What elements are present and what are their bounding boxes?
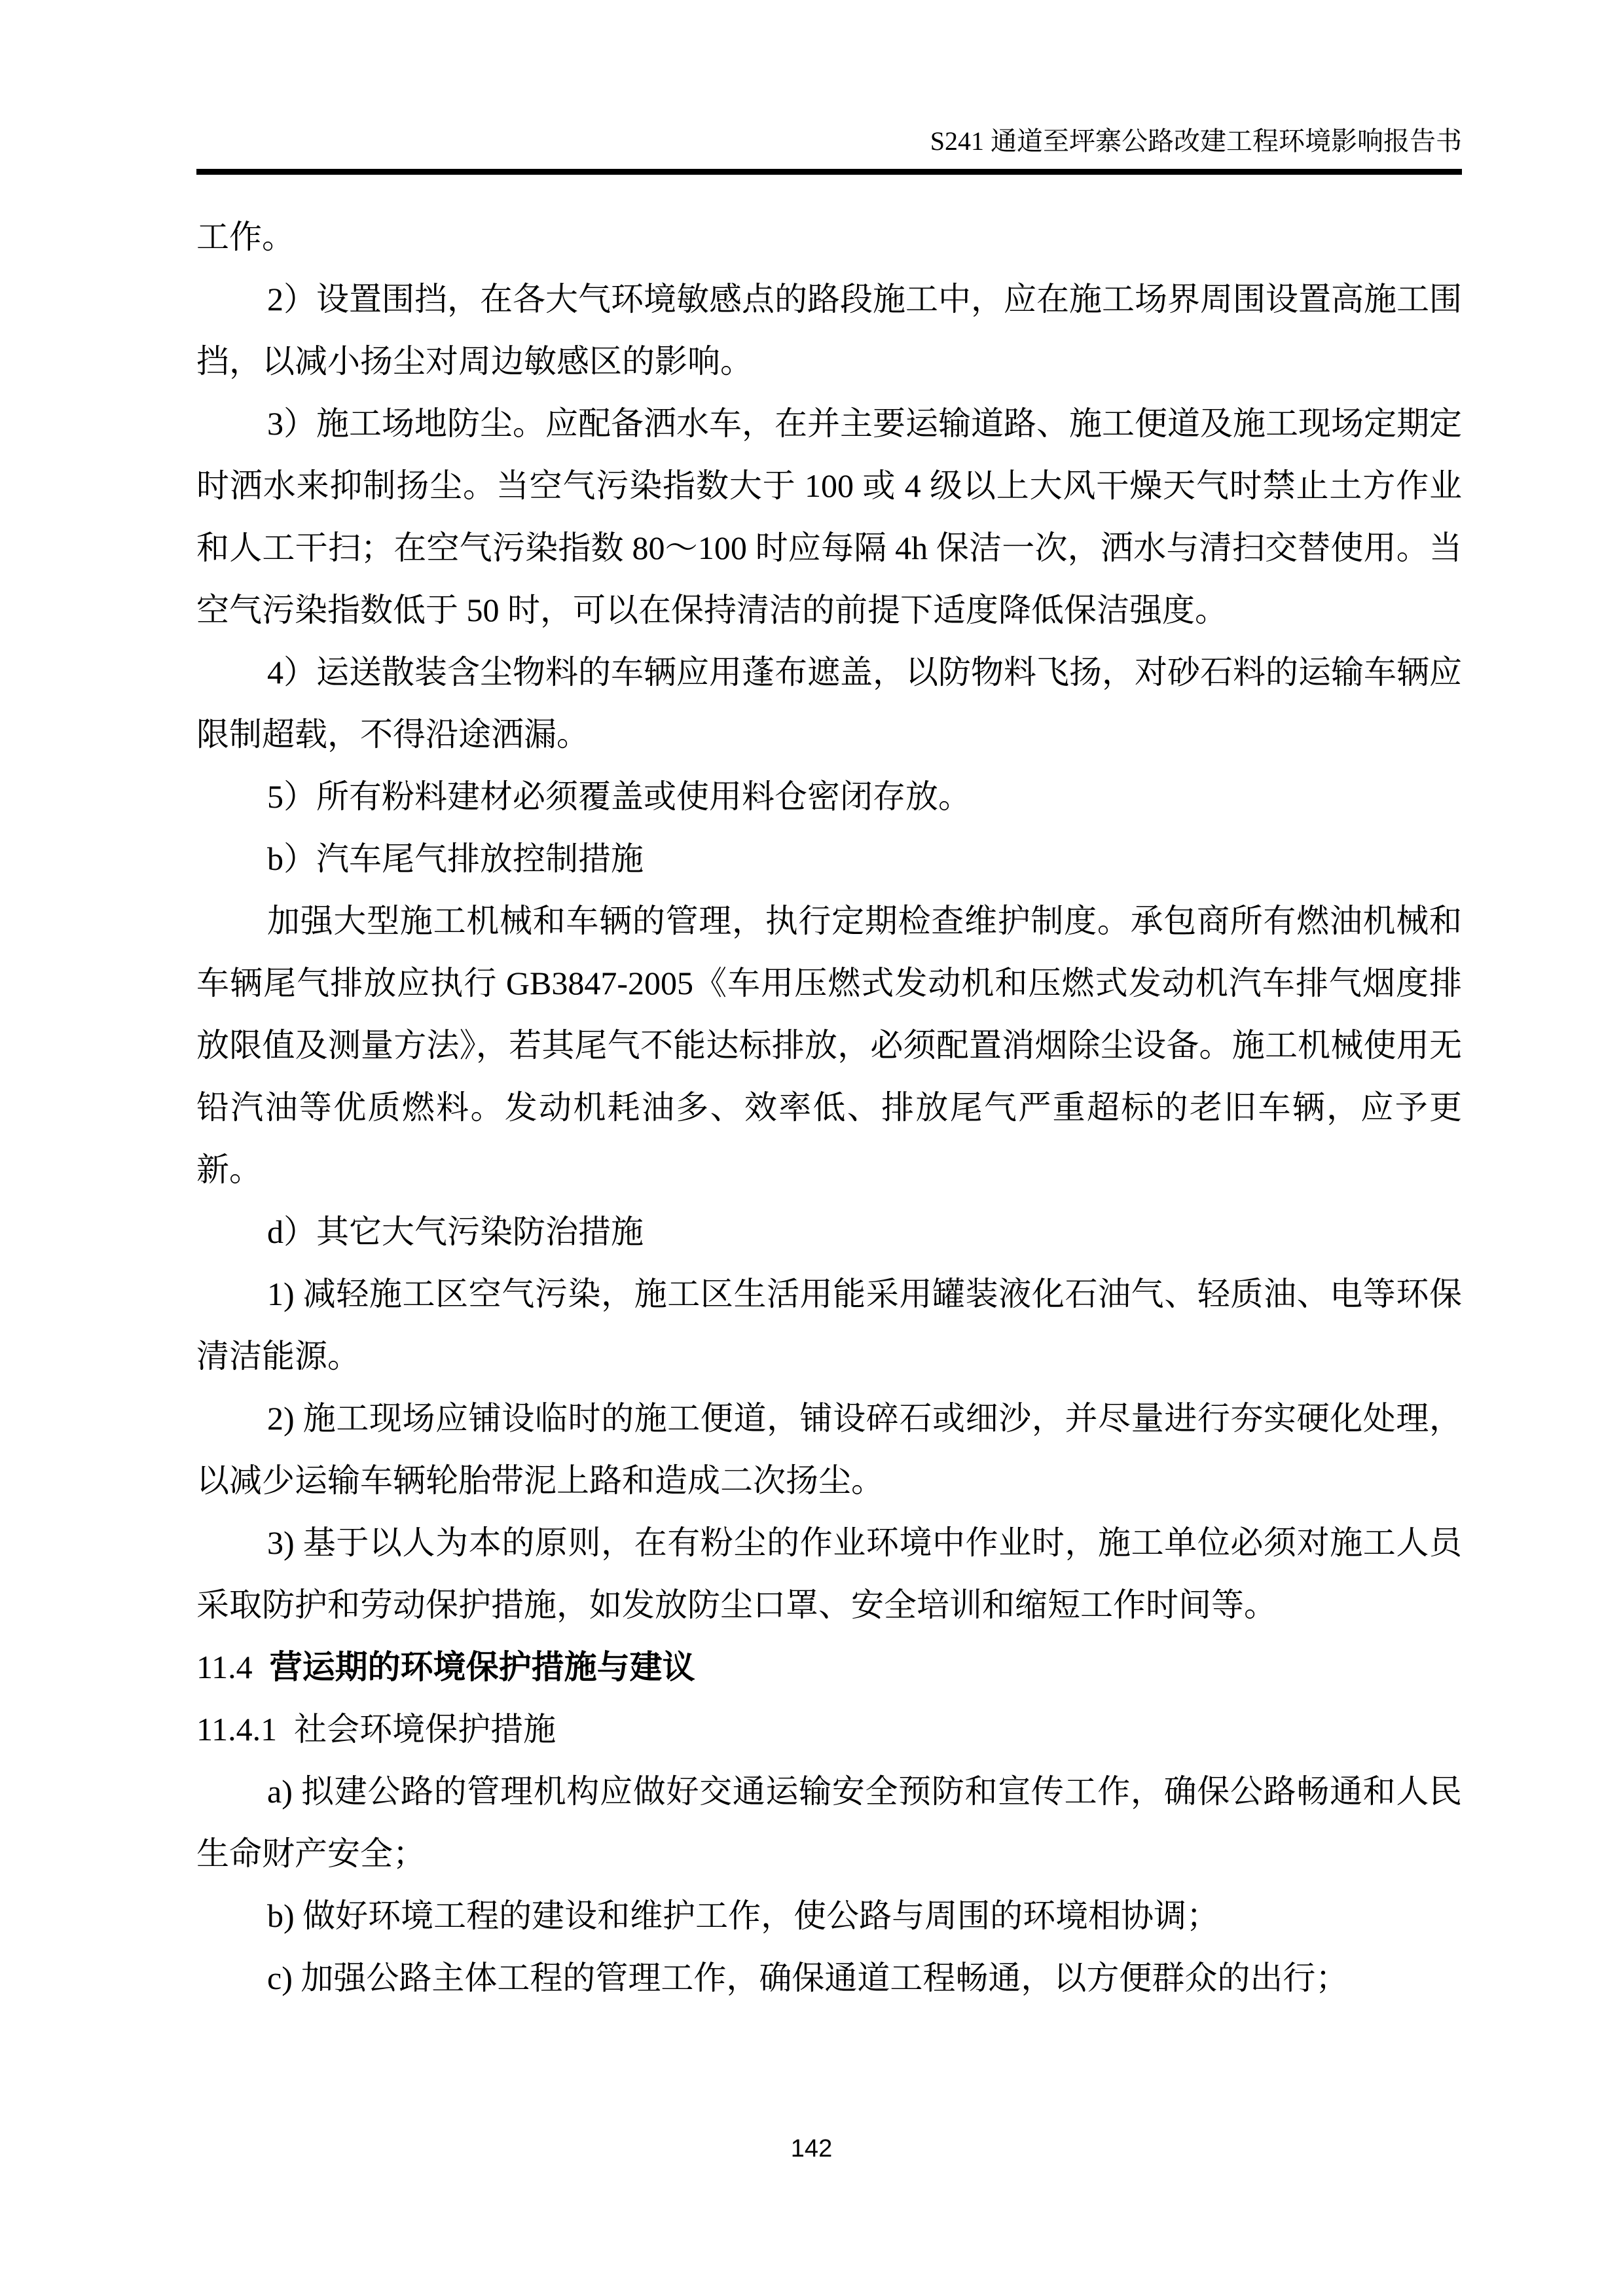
section-heading-11-4 (196, 1636, 1462, 1698)
paragraph-social-item-b: b) 做好环境工程的建设和维护工作，使公路与周围的环境相协调； (267, 1897, 1220, 1934)
section-title: 营运期的环境保护措施与建议 (269, 1649, 695, 1685)
page-header-title: S241 通道至坪寨公路改建工程环境影响报告书 (930, 126, 1462, 156)
paragraph-social-item-a: a) 拟建公路的管理机构应做好交通运输安全预防和宣传工作，确保公路畅通和人民生命财产安全； (196, 1773, 1462, 1872)
subsection-title: 社会环境保护措施 (294, 1711, 556, 1748)
page-number: 142 (790, 2135, 833, 2162)
header-rule (196, 169, 1462, 175)
paragraph-dust-item-5: 5）所有粉料建材必须覆盖或使用料仓密闭存放。 (267, 778, 971, 815)
paragraph-dust-item-2: 2）设置围挡，在各大气环境敏感点的路段施工中，应在施工场界周围设置高施工围挡，以减小扬尘对周边敏感区的影响。 (196, 281, 1462, 380)
paragraph-other-item-1: 1) 减轻施工区空气污染，施工区生活用能采用罐装液化石油气、轻质油、电等环保清洁能源。 (196, 1276, 1462, 1374)
paragraph-other-item-3: 3) 基于以人为本的原则，在有粉尘的作业环境中作业时，施工单位必须对施工人员采取防护和劳动保护措施，如发放防尘口罩、安全培训和缩短工作时间等。 (196, 1524, 1462, 1623)
section-number: 11.4 (196, 1649, 253, 1685)
paragraph-other-item-2: 2) 施工现场应铺设临时的施工便道，铺设碎石或细沙，并尽量进行夯实硬化处理，以减少运输车辆轮胎带泥上路和造成二次扬尘。 (196, 1400, 1462, 1499)
document-body (196, 206, 1462, 2009)
paragraph-social-item-c: c) 加强公路主体工程的管理工作，确保通道工程畅通，以方便群众的出行； (267, 1960, 1349, 1996)
paragraph-exhaust-control-body: 加强大型施工机械和车辆的管理，执行定期检查维护制度。承包商所有燃油机械和车辆尾气排放应执行 GB3847-2005《车用压燃式发动机和压燃式发动机汽车排气烟度排放限值及测量方法》，若其尾气不能达标排放，必须配置消烟除尘设备。施工机械使用无铅汽油等优质燃料。发动机耗油多、效率低、排放尾气严重超标的老旧车辆，应予更新。 (196, 903, 1462, 1188)
paragraph-continuation: 工作。 (196, 219, 295, 255)
subsection-number: 11.4.1 (196, 1711, 278, 1748)
paragraph-dust-item-3: 3）施工场地防尘。应配备洒水车，在并主要运输道路、施工便道及施工现场定期定时洒水来抑制扬尘。当空气污染指数大于 100 或 4 级以上大风干燥天气时禁止土方作业和人工干扫；在空气污染指数 80～100 时应每隔 4h 保洁一次，洒水与清扫交替使用。当空气污染指数低于 50 时，可以在保持清洁的前提下适度降低保洁强度。 (196, 405, 1462, 628)
paragraph-exhaust-control-heading: b）汽车尾气排放控制措施 (267, 840, 644, 877)
section-heading-11-4-1 (196, 1698, 1462, 1761)
paragraph-dust-item-4: 4）运送散装含尘物料的车辆应用蓬布遮盖，以防物料飞扬，对砂石料的运输车辆应限制超载，不得沿途洒漏。 (196, 654, 1462, 753)
paragraph-other-measures-heading: d）其它大气污染防治措施 (267, 1213, 644, 1250)
